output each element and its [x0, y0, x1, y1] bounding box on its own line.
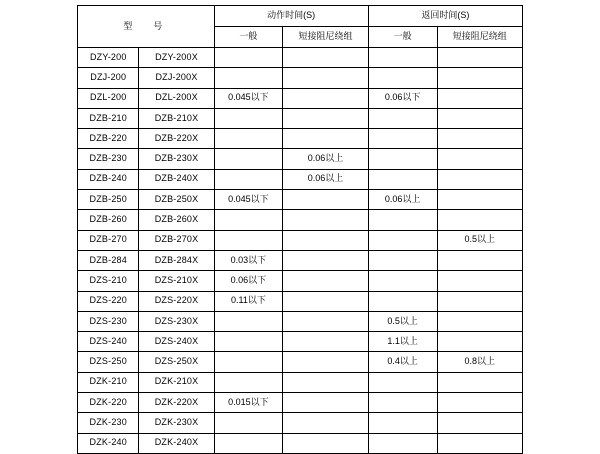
- cell-action-damping: [283, 372, 368, 392]
- cell-action-damping: [283, 230, 368, 250]
- cell-action-general: 0.045以下: [214, 88, 283, 108]
- cell-action-damping: [283, 129, 368, 149]
- cell-return-general: [368, 393, 437, 413]
- cell-return-general: [368, 68, 437, 88]
- table-row: [78, 291, 523, 311]
- cell-return-damping: [437, 393, 522, 413]
- cell-model-secondary: DZS-220X: [139, 291, 214, 311]
- cell-model-secondary: DZB-270X: [139, 230, 214, 250]
- cell-model-secondary: DZY-200X: [139, 48, 214, 68]
- cell-model-primary: DZS-220: [78, 291, 139, 311]
- cell-action-general: [214, 311, 283, 331]
- table-row: [78, 210, 523, 230]
- cell-return-damping: [437, 291, 522, 311]
- cell-model-primary: DZK-240: [78, 433, 139, 453]
- cell-action-general: 0.045以下: [214, 190, 283, 210]
- table-body: [78, 48, 523, 454]
- table-row: [78, 129, 523, 149]
- cell-model-primary: DZB-210: [78, 108, 139, 128]
- cell-model-primary: DZS-250: [78, 352, 139, 372]
- cell-action-general: [214, 149, 283, 169]
- cell-action-damping: [283, 291, 368, 311]
- cell-action-damping: [283, 210, 368, 230]
- cell-return-damping: [437, 129, 522, 149]
- cell-action-general: [214, 68, 283, 88]
- cell-model-primary: DZK-220: [78, 393, 139, 413]
- cell-model-primary: DZS-210: [78, 271, 139, 291]
- cell-model-secondary: DZB-240X: [139, 169, 214, 189]
- table-row: [78, 250, 523, 270]
- cell-return-damping: [437, 372, 522, 392]
- cell-model-primary: DZY-200: [78, 48, 139, 68]
- cell-action-general: 0.11以下: [214, 291, 283, 311]
- cell-action-general: [214, 108, 283, 128]
- table-row: [78, 332, 523, 352]
- cell-return-damping: [437, 68, 522, 88]
- table-row: [78, 352, 523, 372]
- cell-model-primary: DZL-200: [78, 88, 139, 108]
- cell-return-general: [368, 372, 437, 392]
- cell-model-secondary: DZJ-200X: [139, 68, 214, 88]
- table-row: [78, 149, 523, 169]
- table-row: [78, 271, 523, 291]
- header-row-top: [78, 6, 523, 27]
- cell-action-general: 0.015以下: [214, 393, 283, 413]
- cell-model-secondary: DZB-230X: [139, 149, 214, 169]
- cell-action-damping: [283, 271, 368, 291]
- cell-return-general: [368, 413, 437, 433]
- cell-action-damping: 0.06以上: [283, 149, 368, 169]
- cell-return-general: [368, 149, 437, 169]
- cell-action-general: [214, 413, 283, 433]
- cell-model-primary: DZK-230: [78, 413, 139, 433]
- cell-return-general: [368, 291, 437, 311]
- cell-model-primary: DZB-220: [78, 129, 139, 149]
- cell-model-secondary: DZS-210X: [139, 271, 214, 291]
- table-row: [78, 311, 523, 331]
- cell-action-general: [214, 169, 283, 189]
- header-model: 型 号: [78, 6, 215, 48]
- cell-model-secondary: DZS-230X: [139, 311, 214, 331]
- table-row: [78, 68, 523, 88]
- cell-model-secondary: DZB-220X: [139, 129, 214, 149]
- cell-return-general: 0.4以上: [368, 352, 437, 372]
- cell-action-general: [214, 372, 283, 392]
- cell-action-general: [214, 352, 283, 372]
- cell-return-general: [368, 108, 437, 128]
- table-row: [78, 372, 523, 392]
- cell-return-general: 1.1以上: [368, 332, 437, 352]
- cell-return-damping: [437, 271, 522, 291]
- table-row: [78, 88, 523, 108]
- cell-model-secondary: DZK-240X: [139, 433, 214, 453]
- cell-model-primary: DZK-210: [78, 372, 139, 392]
- cell-model-secondary: DZS-240X: [139, 332, 214, 352]
- cell-model-primary: DZB-230: [78, 149, 139, 169]
- cell-action-damping: [283, 48, 368, 68]
- table-row: [78, 393, 523, 413]
- cell-return-damping: 0.8以上: [437, 352, 522, 372]
- cell-action-damping: [283, 311, 368, 331]
- cell-model-primary: DZS-230: [78, 311, 139, 331]
- cell-action-general: 0.06以下: [214, 271, 283, 291]
- cell-model-secondary: DZK-220X: [139, 393, 214, 413]
- cell-action-damping: [283, 332, 368, 352]
- table-row: [78, 433, 523, 453]
- cell-action-general: [214, 210, 283, 230]
- header-return-general: 一般: [368, 27, 437, 48]
- cell-return-general: [368, 210, 437, 230]
- table-row: [78, 108, 523, 128]
- cell-model-secondary: DZK-210X: [139, 372, 214, 392]
- table-row: [78, 190, 523, 210]
- cell-model-secondary: DZB-260X: [139, 210, 214, 230]
- cell-return-general: [368, 250, 437, 270]
- cell-return-damping: [437, 210, 522, 230]
- table-row: [78, 230, 523, 250]
- cell-return-damping: [437, 332, 522, 352]
- specification-table: [77, 5, 523, 454]
- header-action-damping: 短接阻尼绕组: [283, 27, 368, 48]
- cell-return-damping: [437, 169, 522, 189]
- cell-model-secondary: DZK-230X: [139, 413, 214, 433]
- cell-action-damping: [283, 393, 368, 413]
- cell-model-primary: DZB-260: [78, 210, 139, 230]
- cell-action-damping: [283, 433, 368, 453]
- cell-model-primary: DZB-250: [78, 190, 139, 210]
- cell-return-general: [368, 169, 437, 189]
- cell-model-secondary: DZL-200X: [139, 88, 214, 108]
- header-action-time: 动作时间(S): [214, 6, 368, 27]
- cell-action-damping: [283, 68, 368, 88]
- cell-action-damping: [283, 250, 368, 270]
- cell-return-damping: [437, 48, 522, 68]
- cell-return-general: [368, 230, 437, 250]
- table-header: [78, 6, 523, 48]
- cell-action-general: [214, 332, 283, 352]
- cell-model-primary: DZB-284: [78, 250, 139, 270]
- cell-return-damping: [437, 250, 522, 270]
- cell-action-general: [214, 48, 283, 68]
- cell-return-damping: [437, 311, 522, 331]
- cell-return-general: 0.06以上: [368, 190, 437, 210]
- cell-action-general: 0.03以下: [214, 250, 283, 270]
- cell-model-primary: DZB-270: [78, 230, 139, 250]
- cell-model-secondary: DZB-284X: [139, 250, 214, 270]
- cell-action-general: [214, 230, 283, 250]
- header-return-damping: 短接阻尼绕组: [437, 27, 522, 48]
- cell-return-damping: [437, 413, 522, 433]
- cell-return-damping: [437, 149, 522, 169]
- cell-model-primary: DZJ-200: [78, 68, 139, 88]
- cell-action-damping: 0.06以上: [283, 169, 368, 189]
- cell-return-general: [368, 433, 437, 453]
- cell-return-general: 0.06以下: [368, 88, 437, 108]
- cell-return-damping: [437, 190, 522, 210]
- cell-return-damping: 0.5以上: [437, 230, 522, 250]
- cell-model-secondary: DZB-210X: [139, 108, 214, 128]
- cell-return-general: 0.5以上: [368, 311, 437, 331]
- cell-return-damping: [437, 108, 522, 128]
- cell-return-damping: [437, 433, 522, 453]
- table-row: [78, 169, 523, 189]
- cell-return-damping: [437, 88, 522, 108]
- cell-action-general: [214, 433, 283, 453]
- cell-model-secondary: DZB-250X: [139, 190, 214, 210]
- table-row: [78, 413, 523, 433]
- cell-action-damping: [283, 88, 368, 108]
- header-return-time: 返回时间(S): [368, 6, 522, 27]
- cell-model-primary: DZB-240: [78, 169, 139, 189]
- cell-model-primary: DZS-240: [78, 332, 139, 352]
- cell-return-general: [368, 129, 437, 149]
- cell-action-damping: [283, 108, 368, 128]
- cell-action-damping: [283, 413, 368, 433]
- table-row: [78, 48, 523, 68]
- cell-return-general: [368, 271, 437, 291]
- cell-return-general: [368, 48, 437, 68]
- cell-action-general: [214, 129, 283, 149]
- cell-model-secondary: DZS-250X: [139, 352, 214, 372]
- cell-action-damping: [283, 352, 368, 372]
- cell-action-damping: [283, 190, 368, 210]
- header-action-general: 一般: [214, 27, 283, 48]
